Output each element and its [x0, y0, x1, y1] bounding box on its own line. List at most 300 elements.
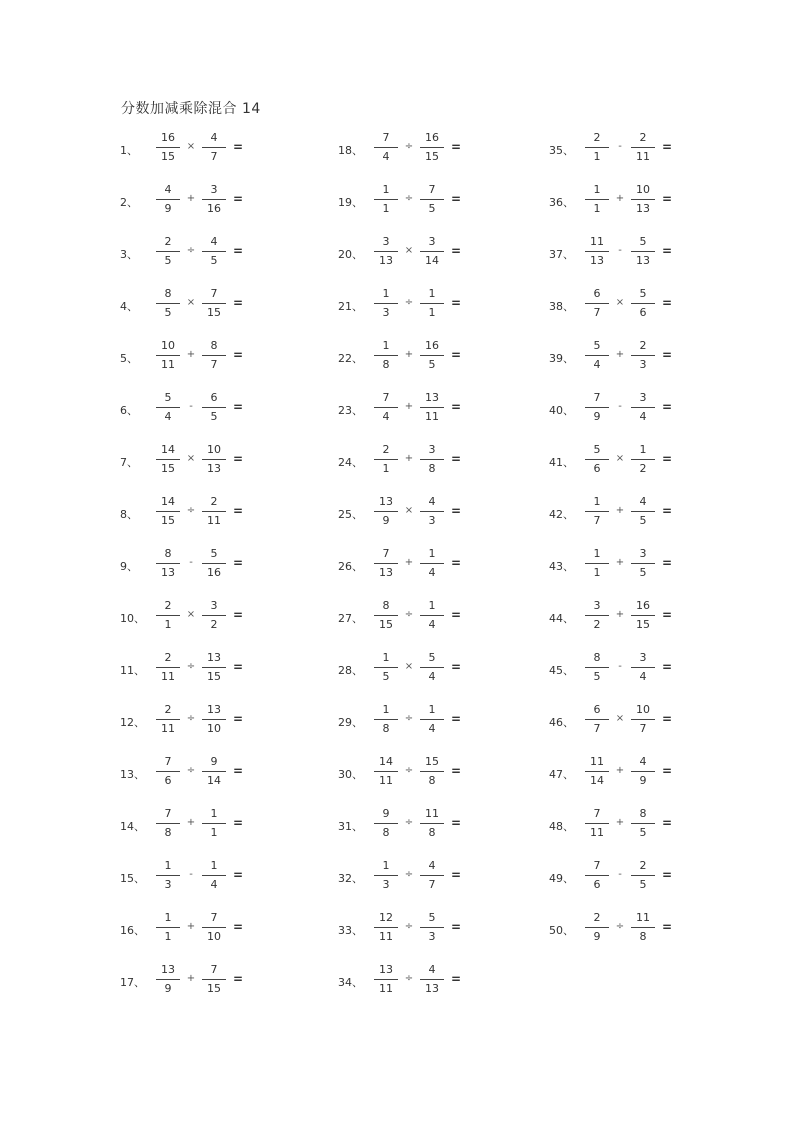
fraction-b [200, 494, 228, 529]
operator: ÷ [186, 661, 196, 672]
numerator: 1 [428, 287, 436, 300]
denominator: 3 [382, 878, 390, 891]
numerator: 2 [639, 131, 647, 144]
fraction-bar [631, 667, 655, 668]
problem-number: 30、 [338, 768, 363, 781]
numerator: 2 [164, 651, 172, 664]
problem-item [549, 702, 749, 742]
problem-number: 14、 [120, 820, 145, 833]
fraction-a [154, 650, 182, 685]
denominator: 8 [639, 930, 647, 943]
numerator: 3 [428, 443, 436, 456]
denominator: 9 [164, 982, 172, 995]
denominator: 4 [164, 410, 172, 423]
fraction-a [372, 702, 400, 737]
denominator: 11 [207, 514, 221, 527]
numerator: 5 [210, 547, 218, 560]
denominator: 1 [164, 618, 172, 631]
denominator: 6 [593, 878, 601, 891]
fraction-bar [585, 251, 609, 252]
problem-item [120, 234, 320, 274]
denominator: 7 [428, 878, 436, 891]
fraction-a [583, 442, 611, 477]
fraction-bar [374, 251, 398, 252]
fraction-bar [156, 615, 180, 616]
fraction-a [372, 286, 400, 321]
fraction-b [200, 338, 228, 373]
denominator: 4 [593, 358, 601, 371]
fraction-a [154, 390, 182, 425]
fraction-b [200, 858, 228, 893]
problem-number: 32、 [338, 872, 363, 885]
operator: × [186, 141, 196, 152]
denominator: 10 [207, 722, 221, 735]
fraction-b [418, 546, 446, 581]
problem-item [120, 442, 320, 482]
fraction-b [629, 338, 657, 373]
fraction-bar [374, 303, 398, 304]
operator: ÷ [186, 245, 196, 256]
fraction-bar [420, 667, 444, 668]
fraction-b [418, 650, 446, 685]
denominator: 7 [593, 722, 601, 735]
fraction-bar [420, 979, 444, 980]
problem-number: 40、 [549, 404, 574, 417]
fraction-bar [631, 355, 655, 356]
numerator: 4 [428, 859, 436, 872]
fraction-bar [631, 615, 655, 616]
numerator: 6 [593, 287, 601, 300]
problem-item [120, 338, 320, 378]
problem-item [549, 546, 749, 586]
numerator: 13 [379, 963, 393, 976]
denominator: 5 [428, 202, 436, 215]
problem-number: 34、 [338, 976, 363, 989]
fraction-b [418, 234, 446, 269]
problem-item [549, 754, 749, 794]
numerator: 7 [593, 859, 601, 872]
denominator: 15 [207, 670, 221, 683]
denominator: 15 [207, 306, 221, 319]
operator: + [615, 349, 625, 360]
denominator: 8 [382, 722, 390, 735]
numerator: 1 [382, 651, 390, 664]
numerator: 10 [636, 183, 650, 196]
operator: × [615, 453, 625, 464]
fraction-bar [585, 615, 609, 616]
fraction-a [154, 182, 182, 217]
denominator: 1 [382, 202, 390, 215]
fraction-a [154, 338, 182, 373]
denominator: 2 [593, 618, 601, 631]
numerator: 1 [382, 859, 390, 872]
numerator: 1 [428, 599, 436, 612]
problem-number: 20、 [338, 248, 363, 261]
numerator: 3 [382, 235, 390, 248]
fraction-a [372, 858, 400, 893]
fraction-bar [631, 875, 655, 876]
equals-sign: = [233, 556, 244, 570]
numerator: 7 [593, 391, 601, 404]
equals-sign: = [662, 764, 673, 778]
numerator: 2 [593, 911, 601, 924]
problem-item [549, 650, 749, 690]
fraction-b [629, 806, 657, 841]
fraction-bar [202, 615, 226, 616]
fraction-a [372, 910, 400, 945]
fraction-a [372, 338, 400, 373]
equals-sign: = [451, 972, 462, 986]
denominator: 1 [593, 150, 601, 163]
numerator: 10 [636, 703, 650, 716]
numerator: 7 [164, 755, 172, 768]
numerator: 7 [164, 807, 172, 820]
problem-number: 39、 [549, 352, 574, 365]
fraction-b [629, 442, 657, 477]
problem-number: 5、 [120, 352, 138, 365]
operator: × [186, 609, 196, 620]
operator: + [186, 817, 196, 828]
problem-item [120, 702, 320, 742]
fraction-a [372, 494, 400, 529]
fraction-bar [202, 355, 226, 356]
fraction-bar [585, 667, 609, 668]
problem-number: 15、 [120, 872, 145, 885]
numerator: 10 [161, 339, 175, 352]
problem-number: 46、 [549, 716, 574, 729]
problem-number: 31、 [338, 820, 363, 833]
fraction-bar [156, 407, 180, 408]
fraction-a [583, 338, 611, 373]
equals-sign: = [662, 556, 673, 570]
equals-sign: = [233, 920, 244, 934]
fraction-bar [156, 355, 180, 356]
fraction-bar [156, 771, 180, 772]
denominator: 13 [636, 254, 650, 267]
fraction-bar [631, 303, 655, 304]
problem-item [338, 702, 538, 742]
equals-sign: = [451, 504, 462, 518]
problem-number: 3、 [120, 248, 138, 261]
fraction-b [200, 390, 228, 425]
equals-sign: = [233, 348, 244, 362]
denominator: 9 [593, 410, 601, 423]
fraction-a [583, 182, 611, 217]
problem-item [338, 286, 538, 326]
fraction-a [583, 130, 611, 165]
operator: ÷ [404, 141, 414, 152]
fraction-bar [202, 823, 226, 824]
denominator: 13 [636, 202, 650, 215]
fraction-a [154, 286, 182, 321]
fraction-a [372, 962, 400, 997]
problem-item [338, 442, 538, 482]
denominator: 1 [382, 462, 390, 475]
fraction-bar [156, 563, 180, 564]
fraction-bar [420, 719, 444, 720]
problem-item [120, 286, 320, 326]
operator: ÷ [186, 765, 196, 776]
fraction-b [629, 130, 657, 165]
denominator: 9 [382, 514, 390, 527]
denominator: 15 [425, 150, 439, 163]
fraction-b [629, 598, 657, 633]
denominator: 5 [428, 358, 436, 371]
problem-number: 10、 [120, 612, 145, 625]
numerator: 2 [639, 859, 647, 872]
problem-item [120, 806, 320, 846]
equals-sign: = [662, 348, 673, 362]
fraction-b [200, 182, 228, 217]
operator: - [618, 869, 622, 880]
fraction-bar [374, 355, 398, 356]
denominator: 15 [207, 982, 221, 995]
numerator: 7 [210, 963, 218, 976]
denominator: 6 [164, 774, 172, 787]
problem-item [120, 546, 320, 586]
denominator: 8 [382, 826, 390, 839]
numerator: 14 [161, 495, 175, 508]
fraction-b [418, 286, 446, 321]
problem-number: 48、 [549, 820, 574, 833]
fraction-bar [420, 511, 444, 512]
fraction-bar [374, 199, 398, 200]
denominator: 11 [379, 982, 393, 995]
fraction-b [418, 962, 446, 997]
operator: + [615, 765, 625, 776]
operator: ÷ [404, 973, 414, 984]
equals-sign: = [662, 816, 673, 830]
problem-item [120, 598, 320, 638]
operator: + [186, 193, 196, 204]
fraction-bar [585, 823, 609, 824]
denominator: 5 [639, 514, 647, 527]
operator: × [186, 453, 196, 464]
numerator: 4 [164, 183, 172, 196]
fraction-bar [202, 927, 226, 928]
numerator: 7 [382, 547, 390, 560]
denominator: 15 [161, 462, 175, 475]
denominator: 5 [164, 306, 172, 319]
equals-sign: = [233, 816, 244, 830]
fraction-a [154, 962, 182, 997]
equals-sign: = [233, 400, 244, 414]
fraction-bar [156, 719, 180, 720]
fraction-a [372, 650, 400, 685]
numerator: 7 [210, 287, 218, 300]
problem-number: 27、 [338, 612, 363, 625]
denominator: 4 [428, 566, 436, 579]
operator: ÷ [186, 713, 196, 724]
denominator: 11 [590, 826, 604, 839]
denominator: 8 [428, 462, 436, 475]
fraction-bar [156, 927, 180, 928]
fraction-bar [156, 303, 180, 304]
fraction-b [200, 442, 228, 477]
fraction-b [629, 546, 657, 581]
denominator: 5 [210, 254, 218, 267]
denominator: 13 [379, 566, 393, 579]
operator: + [186, 973, 196, 984]
numerator: 1 [428, 547, 436, 560]
fraction-a [372, 234, 400, 269]
problem-item [338, 338, 538, 378]
denominator: 4 [639, 670, 647, 683]
fraction-b [629, 494, 657, 529]
fraction-a [372, 182, 400, 217]
fraction-b [418, 390, 446, 425]
problem-item [338, 962, 538, 1002]
fraction-bar [156, 875, 180, 876]
fraction-bar [585, 147, 609, 148]
denominator: 13 [590, 254, 604, 267]
denominator: 1 [593, 566, 601, 579]
denominator: 3 [428, 930, 436, 943]
fraction-b [418, 442, 446, 477]
fraction-a [583, 546, 611, 581]
problem-item [549, 494, 749, 534]
problem-number: 13、 [120, 768, 145, 781]
fraction-a [583, 234, 611, 269]
equals-sign: = [451, 608, 462, 622]
numerator: 11 [425, 807, 439, 820]
denominator: 13 [425, 982, 439, 995]
fraction-b [418, 806, 446, 841]
fraction-bar [156, 251, 180, 252]
fraction-b [629, 286, 657, 321]
fraction-a [372, 390, 400, 425]
equals-sign: = [233, 868, 244, 882]
denominator: 7 [593, 306, 601, 319]
operator: × [186, 297, 196, 308]
numerator: 5 [428, 911, 436, 924]
denominator: 7 [639, 722, 647, 735]
fraction-a [154, 546, 182, 581]
denominator: 5 [593, 670, 601, 683]
fraction-b [629, 858, 657, 893]
problem-number: 50、 [549, 924, 574, 937]
numerator: 8 [164, 547, 172, 560]
equals-sign: = [662, 608, 673, 622]
equals-sign: = [451, 920, 462, 934]
fraction-a [154, 910, 182, 945]
denominator: 15 [161, 514, 175, 527]
numerator: 13 [161, 963, 175, 976]
fraction-bar [631, 563, 655, 564]
denominator: 15 [379, 618, 393, 631]
numerator: 1 [593, 547, 601, 560]
numerator: 11 [636, 911, 650, 924]
equals-sign: = [662, 400, 673, 414]
numerator: 13 [425, 391, 439, 404]
equals-sign: = [233, 764, 244, 778]
problem-number: 33、 [338, 924, 363, 937]
fraction-bar [631, 511, 655, 512]
numerator: 1 [210, 859, 218, 872]
equals-sign: = [662, 660, 673, 674]
fraction-bar [631, 251, 655, 252]
fraction-bar [202, 199, 226, 200]
numerator: 5 [639, 235, 647, 248]
equals-sign: = [233, 504, 244, 518]
operator: + [186, 921, 196, 932]
fraction-b [200, 702, 228, 737]
denominator: 2 [639, 462, 647, 475]
numerator: 8 [164, 287, 172, 300]
numerator: 14 [161, 443, 175, 456]
fraction-a [583, 286, 611, 321]
fraction-bar [374, 823, 398, 824]
operator: - [189, 869, 193, 880]
problem-item [338, 182, 538, 222]
numerator: 6 [210, 391, 218, 404]
numerator: 16 [636, 599, 650, 612]
fraction-bar [585, 511, 609, 512]
fraction-b [418, 182, 446, 217]
fraction-bar [585, 355, 609, 356]
equals-sign: = [451, 868, 462, 882]
problem-item [549, 130, 749, 170]
denominator: 11 [161, 670, 175, 683]
numerator: 9 [210, 755, 218, 768]
equals-sign: = [233, 608, 244, 622]
numerator: 4 [210, 235, 218, 248]
numerator: 3 [593, 599, 601, 612]
equals-sign: = [233, 452, 244, 466]
problem-number: 43、 [549, 560, 574, 573]
denominator: 5 [639, 878, 647, 891]
operator: × [615, 297, 625, 308]
fraction-a [154, 130, 182, 165]
problem-number: 17、 [120, 976, 145, 989]
denominator: 1 [210, 826, 218, 839]
fraction-bar [420, 927, 444, 928]
fraction-bar [202, 147, 226, 148]
fraction-a [372, 754, 400, 789]
problem-number: 18、 [338, 144, 363, 157]
problem-number: 2、 [120, 196, 138, 209]
fraction-bar [585, 303, 609, 304]
fraction-a [583, 650, 611, 685]
numerator: 1 [164, 859, 172, 872]
numerator: 15 [425, 755, 439, 768]
equals-sign: = [662, 140, 673, 154]
numerator: 4 [639, 755, 647, 768]
denominator: 3 [428, 514, 436, 527]
fraction-b [200, 234, 228, 269]
numerator: 3 [210, 183, 218, 196]
fraction-bar [631, 927, 655, 928]
numerator: 2 [593, 131, 601, 144]
denominator: 15 [161, 150, 175, 163]
fraction-bar [585, 199, 609, 200]
problem-item [549, 390, 749, 430]
denominator: 4 [210, 878, 218, 891]
denominator: 5 [639, 826, 647, 839]
fraction-bar [585, 459, 609, 460]
fraction-a [583, 754, 611, 789]
problem-number: 24、 [338, 456, 363, 469]
denominator: 3 [639, 358, 647, 371]
fraction-bar [202, 667, 226, 668]
fraction-b [629, 182, 657, 217]
problem-item [549, 598, 749, 638]
fraction-bar [374, 615, 398, 616]
fraction-bar [202, 979, 226, 980]
operator: + [404, 349, 414, 360]
fraction-bar [374, 563, 398, 564]
operator: + [615, 609, 625, 620]
